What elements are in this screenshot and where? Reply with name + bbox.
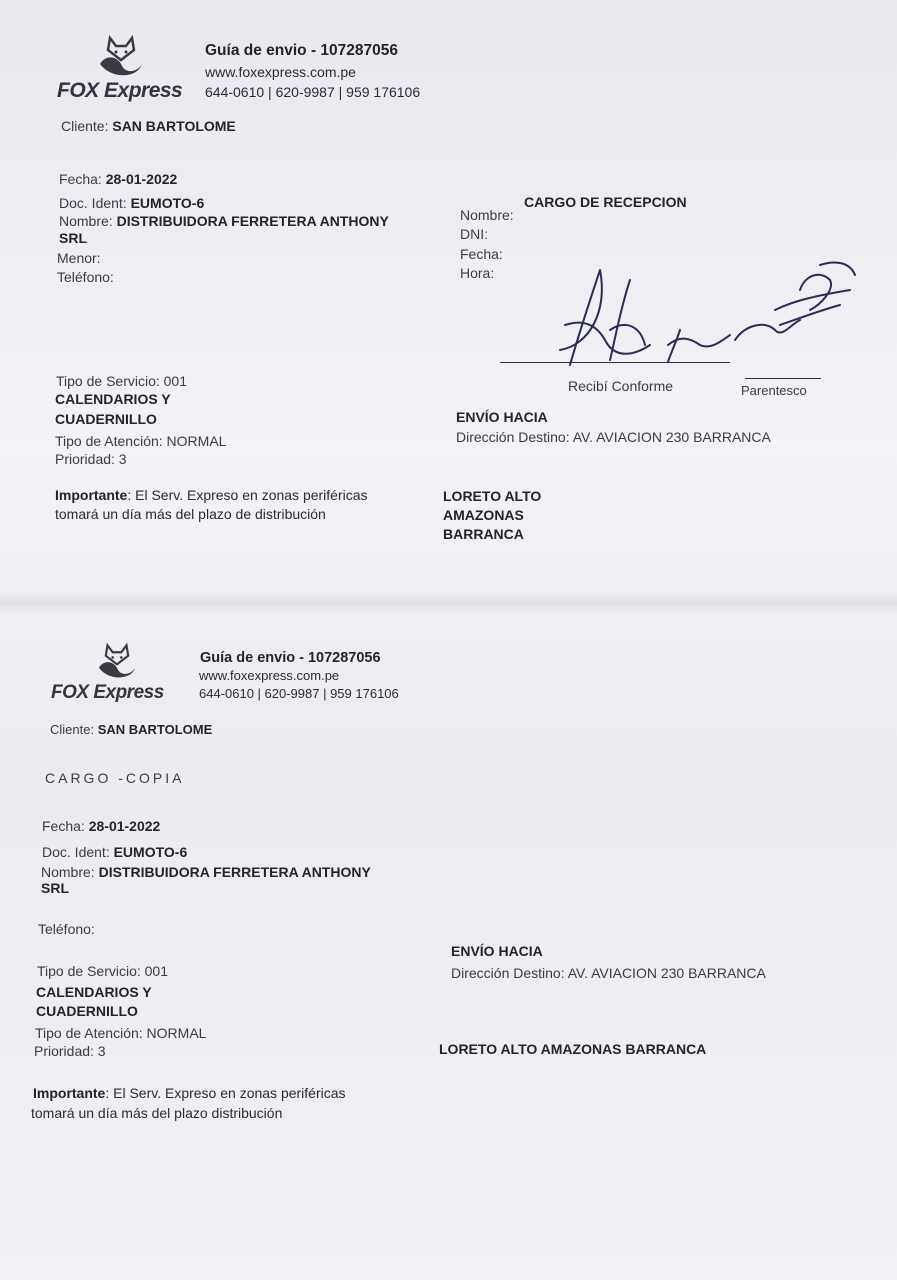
servicio-desc-2: CUADERNILLO bbox=[55, 411, 157, 427]
fecha-label-copy: Fecha: bbox=[42, 818, 85, 834]
fecha-value: 28-01-2022 bbox=[105, 171, 178, 187]
doc-value: EUMOTO-6 bbox=[130, 195, 205, 211]
destino-line-3: BARRANCA bbox=[443, 526, 524, 542]
servicio-desc-2-copy: CUADERNILLO bbox=[36, 1003, 138, 1019]
paper-fold bbox=[0, 590, 897, 616]
cliente-label-copy: Cliente: bbox=[50, 722, 95, 737]
servicio-desc-1: CALENDARIOS Y bbox=[55, 391, 171, 407]
importante-text-1: : El Serv. Expreso en zonas periféricas bbox=[127, 487, 368, 503]
envio-hacia-title: ENVÍO HACIA bbox=[456, 409, 548, 425]
destino-line-2: AMAZONAS bbox=[443, 507, 524, 523]
fecha-row bbox=[59, 171, 177, 187]
signature-line bbox=[500, 362, 730, 363]
prioridad-label: Prioridad: 3 bbox=[55, 451, 127, 467]
servicio-desc-1-copy: CALENDARIOS Y bbox=[36, 984, 152, 1000]
tipo-servicio-label-copy: Tipo de Servicio: 001 bbox=[37, 963, 168, 979]
doc-row-copy bbox=[42, 844, 187, 860]
recepcion-hora-label: Hora: bbox=[460, 265, 495, 281]
doc-row bbox=[59, 195, 204, 211]
cargo-copia-label: CARGO -COPIA bbox=[45, 770, 185, 786]
menor-label: Menor: bbox=[57, 250, 101, 266]
cliente-label: Cliente: bbox=[61, 118, 109, 134]
nombre-row bbox=[59, 213, 389, 229]
importante-text-2: tomará un día más del plazo de distribución bbox=[55, 506, 326, 522]
prioridad-label-copy: Prioridad: 3 bbox=[34, 1043, 106, 1059]
importante-line-1 bbox=[55, 487, 368, 503]
cargo-recepcion-title: CARGO DE RECEPCION bbox=[524, 194, 687, 210]
importante-line-1-copy bbox=[33, 1085, 346, 1101]
fecha-label: Fecha: bbox=[59, 171, 102, 187]
brand-website-copy: www.foxexpress.com.pe bbox=[199, 668, 340, 683]
guia-title-copy: Guía de envio - 107287056 bbox=[200, 650, 381, 666]
importante-label: Importante bbox=[55, 487, 128, 503]
cliente-value: SAN BARTOLOME bbox=[112, 118, 236, 134]
nombre-row-copy bbox=[41, 864, 371, 880]
brand-website: www.foxexpress.com.pe bbox=[205, 64, 356, 80]
cliente-value-copy: SAN BARTOLOME bbox=[97, 722, 213, 737]
guia-title: Guía de envio - 107287056 bbox=[205, 42, 398, 59]
nombre-value: DISTRIBUIDORA FERRETERA ANTHONY bbox=[116, 213, 389, 229]
nombre-value-copy: DISTRIBUIDORA FERRETERA ANTHONY bbox=[98, 864, 371, 880]
recepcion-fecha-label: Fecha: bbox=[460, 246, 503, 262]
doc-label: Doc. Ident: bbox=[59, 195, 127, 211]
importante-text-2-copy: tomará un día más del plazo distribución bbox=[31, 1105, 283, 1121]
handwritten-signature bbox=[550, 250, 870, 380]
fecha-row-copy bbox=[42, 818, 160, 834]
brand-phones-copy: 644-0610 | 620-9987 | 959 176106 bbox=[199, 686, 399, 701]
cliente-row bbox=[61, 118, 236, 134]
parentesco-line bbox=[745, 378, 821, 379]
direccion-destino-copy: Dirección Destino: AV. AVIACION 230 BARRANCA bbox=[451, 965, 766, 981]
telefono-label: Teléfono: bbox=[57, 269, 114, 285]
brand-phones: 644-0610 | 620-9987 | 959 176106 bbox=[205, 84, 421, 100]
tipo-servicio-label: Tipo de Servicio: 001 bbox=[56, 373, 187, 389]
recibi-conforme-label: Recibí Conforme bbox=[568, 378, 674, 394]
nombre-label: Nombre: bbox=[59, 213, 113, 229]
importante-label-copy: Importante bbox=[33, 1085, 106, 1101]
tipo-atencion-label-copy: Tipo de Atención: NORMAL bbox=[35, 1025, 207, 1041]
destino-full-copy: LORETO ALTO AMAZONAS BARRANCA bbox=[439, 1041, 707, 1057]
envio-hacia-title-copy: ENVÍO HACIA bbox=[451, 943, 543, 959]
telefono-label-copy: Teléfono: bbox=[38, 921, 95, 937]
doc-label-copy: Doc. Ident: bbox=[42, 844, 110, 860]
fox-logo-icon bbox=[92, 30, 150, 80]
doc-value-copy: EUMOTO-6 bbox=[113, 844, 188, 860]
recepcion-nombre-label: Nombre: bbox=[460, 207, 514, 223]
tipo-atencion-label: Tipo de Atención: NORMAL bbox=[55, 433, 227, 449]
fecha-value-copy: 28-01-2022 bbox=[88, 818, 161, 834]
cliente-row-copy bbox=[50, 722, 212, 737]
importante-text-1-copy: : El Serv. Expreso en zonas periféricas bbox=[105, 1085, 346, 1101]
brand-name: FOX Express bbox=[57, 79, 183, 102]
nombre-value-2-copy: SRL bbox=[41, 880, 69, 896]
destino-line-1: LORETO ALTO bbox=[443, 488, 542, 504]
direccion-destino: Dirección Destino: AV. AVIACION 230 BARRANCA bbox=[456, 429, 771, 445]
fox-logo-icon-copy bbox=[92, 638, 142, 682]
nombre-value-2: SRL bbox=[59, 230, 87, 246]
parentesco-label: Parentesco bbox=[741, 383, 807, 398]
recepcion-dni-label: DNI: bbox=[460, 226, 488, 242]
nombre-label-copy: Nombre: bbox=[41, 864, 95, 880]
brand-name-copy: FOX Express bbox=[51, 682, 164, 703]
